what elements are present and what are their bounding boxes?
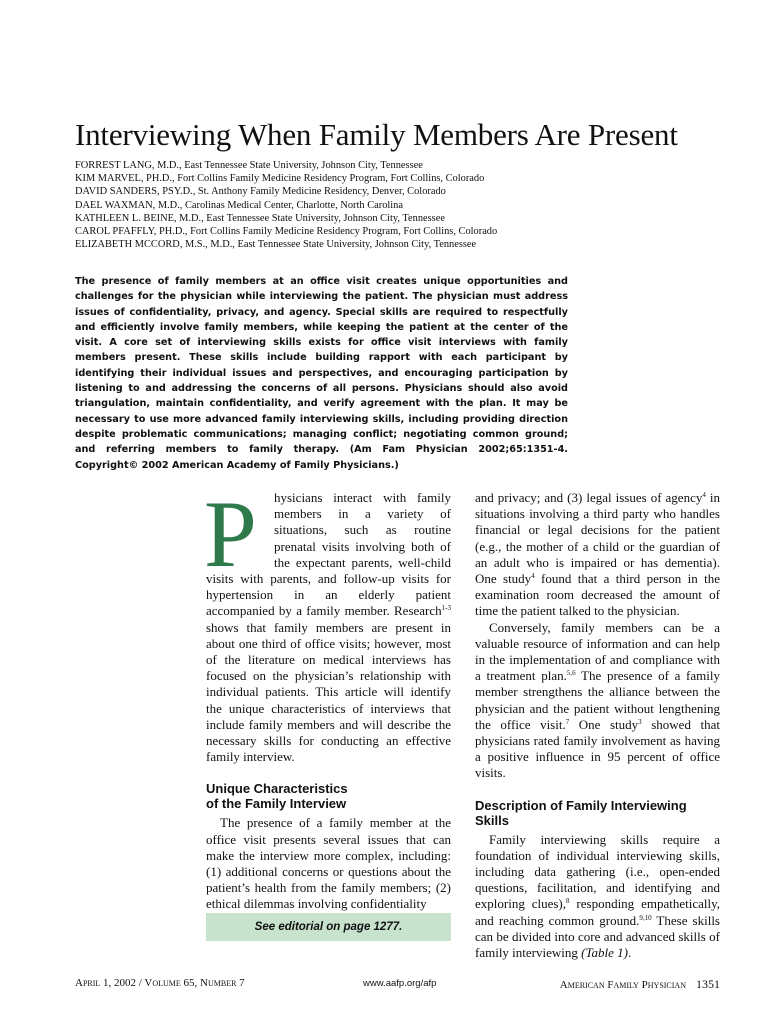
text-run: shows that family members are present in about one third of office visits; however, most of the literature on medical interviews has focused on the physician’s relationship with individual patients. This article will identify the unique characteristics of interviews that include family members and will describe the necessary skills for conducting an effective family interview. [206, 619, 451, 765]
drop-cap: P [204, 481, 257, 587]
reference-superscript: 7 [565, 717, 570, 726]
reference-superscript: 1-3 [441, 604, 451, 613]
text-run: hysicians interact with family members in a variety of situations, such as routine prenatal visits involving both of the expectant parents, well-child visits with parents, and follow-up visits for hypertension in an elderly patient accompanied by a family member. Research [206, 490, 451, 619]
reference-superscript: 4 [702, 491, 706, 499]
article-title: Interviewing When Family Members Are Present [75, 117, 678, 152]
author-line: CAROL PFAFFLY, PH.D., Fort Collins Family Medicine Residency Program, Fort Collins, Colorado [75, 226, 498, 238]
journal-name-and-page [560, 977, 720, 992]
author-line: KATHLEEN L. BEINE, M.D., East Tennessee State University, Johnson City, Tennessee [75, 212, 445, 224]
heading-line: Unique Characteristics [206, 781, 348, 797]
section-heading-family-interviewing-skills [475, 798, 720, 828]
reference-superscript: 8 [566, 897, 570, 906]
editorial-callout: See editorial on page 1277. [206, 913, 451, 941]
page-footer [75, 977, 720, 991]
page-number: 1351 [696, 977, 720, 991]
text-run: and privacy; and (3) legal issues of agency [475, 490, 703, 505]
text-run: . [627, 945, 632, 961]
journal-url: www.aafp.org/afp [363, 978, 437, 989]
author-line: ELIZABETH MCCORD, M.S., M.D., East Tennessee State University, Johnson City, Tennessee [75, 239, 477, 251]
reference-superscript: 9,10 [639, 913, 652, 922]
heading-line: Description of Family Interviewing Skills [475, 797, 687, 828]
table-reference: (Table 1) [581, 945, 628, 961]
author-line: FORREST LANG, M.D., East Tennessee State University, Johnson City, Tennessee [75, 160, 423, 171]
body-paragraph [475, 620, 720, 782]
text-run: The presence of a family member strengthens the alliance between the physician and the patient without lengthening the office visit. [475, 668, 720, 732]
reference-superscript: 4 [531, 572, 535, 581]
author-line: DAVID SANDERS, PSY.D., St. Anthony Family Medicine Residency, Denver, Colorado [75, 186, 446, 198]
journal-name: American Family Physician [559, 979, 686, 991]
body-paragraph [475, 490, 720, 620]
reference-superscript: 3 [638, 717, 642, 726]
text-run: One study [569, 716, 639, 732]
reference-superscript: 5,6 [566, 669, 576, 678]
heading-line: of the Family Interview [206, 796, 347, 812]
text-run: Family interviewing skills require a foundation of individual interviewing skills, including data gathering (i.e., open-ended questions, facilitation, and identifying and exploring clues), [475, 831, 720, 912]
intro-paragraph [204, 481, 451, 765]
text-run: responding empathetically, and reaching common ground. [475, 896, 720, 928]
author-line: KIM MARVEL, PH.D., Fort Collins Family Medicine Residency Program, Fort Collins, Colorado [75, 173, 485, 185]
body-column-right [475, 490, 720, 961]
text-run: showed that physicians rated family involvement as having a positive influence in 95 percent of office visits. [475, 716, 720, 781]
text-run: found that a third person in the examination room decreased the amount of time the patient talked to the physician. [475, 571, 720, 619]
section-heading-unique-characteristics [206, 781, 451, 811]
author-line: DAEL WAXMAN, M.D., Carolinas Medical Center, Charlotte, North Carolina [75, 199, 403, 211]
text-run: These skills can be divided into core and advanced skills of family interviewing [475, 912, 720, 961]
abstract: The presence of family members at an office visit creates unique opportunities and challenges for the physician while interviewing the patient. The physician must address issues of confidentiality, privacy, and agency. Special skills are required to respectfully and efficiently involve family members, while keeping the patient at the center of the visit. A core set of interviewing skills exists for office visit interviews with family members present. These skills include building rapport with each participant by identifying their individual issues and perspectives, and encouraging participation by listening to and addressing the concerns of all persons. Physicians should also avoid triangulation, maintain confidentiality, and verify agreement with the plan. It may be necessary to use more advanced family interviewing skills, including providing direction despite problematic communications; managing conflict; negotiating common ground; and referring members to family therapy. (Am Fam Physician 2002;65:1351-4. Copyright© 2002 American Academy of Family Physicians.) [75, 276, 568, 471]
body-paragraph: The presence of a family member at the office visit presents several issues that can make the interview more complex, including: (1) additional concerns or questions about the patient’s health from the family members; (2) ethical dilemmas involving confidentiality [206, 815, 451, 912]
text-run: Conversely, family members can be a valuable resource of information and can help in the implementation of and compliance with a treatment plan. [475, 619, 720, 684]
author-list [75, 159, 735, 251]
text-run: in situations involving a third party who handles financial or legal decisions for the patient (e.g., the mother of a child or the guardian of an adult who is impaired or has dementia). One study [475, 490, 720, 587]
issue-date: April 1, 2002 / Volume 65, Number 7 [75, 977, 245, 989]
body-paragraph [475, 832, 720, 962]
body-column-left [204, 481, 451, 913]
